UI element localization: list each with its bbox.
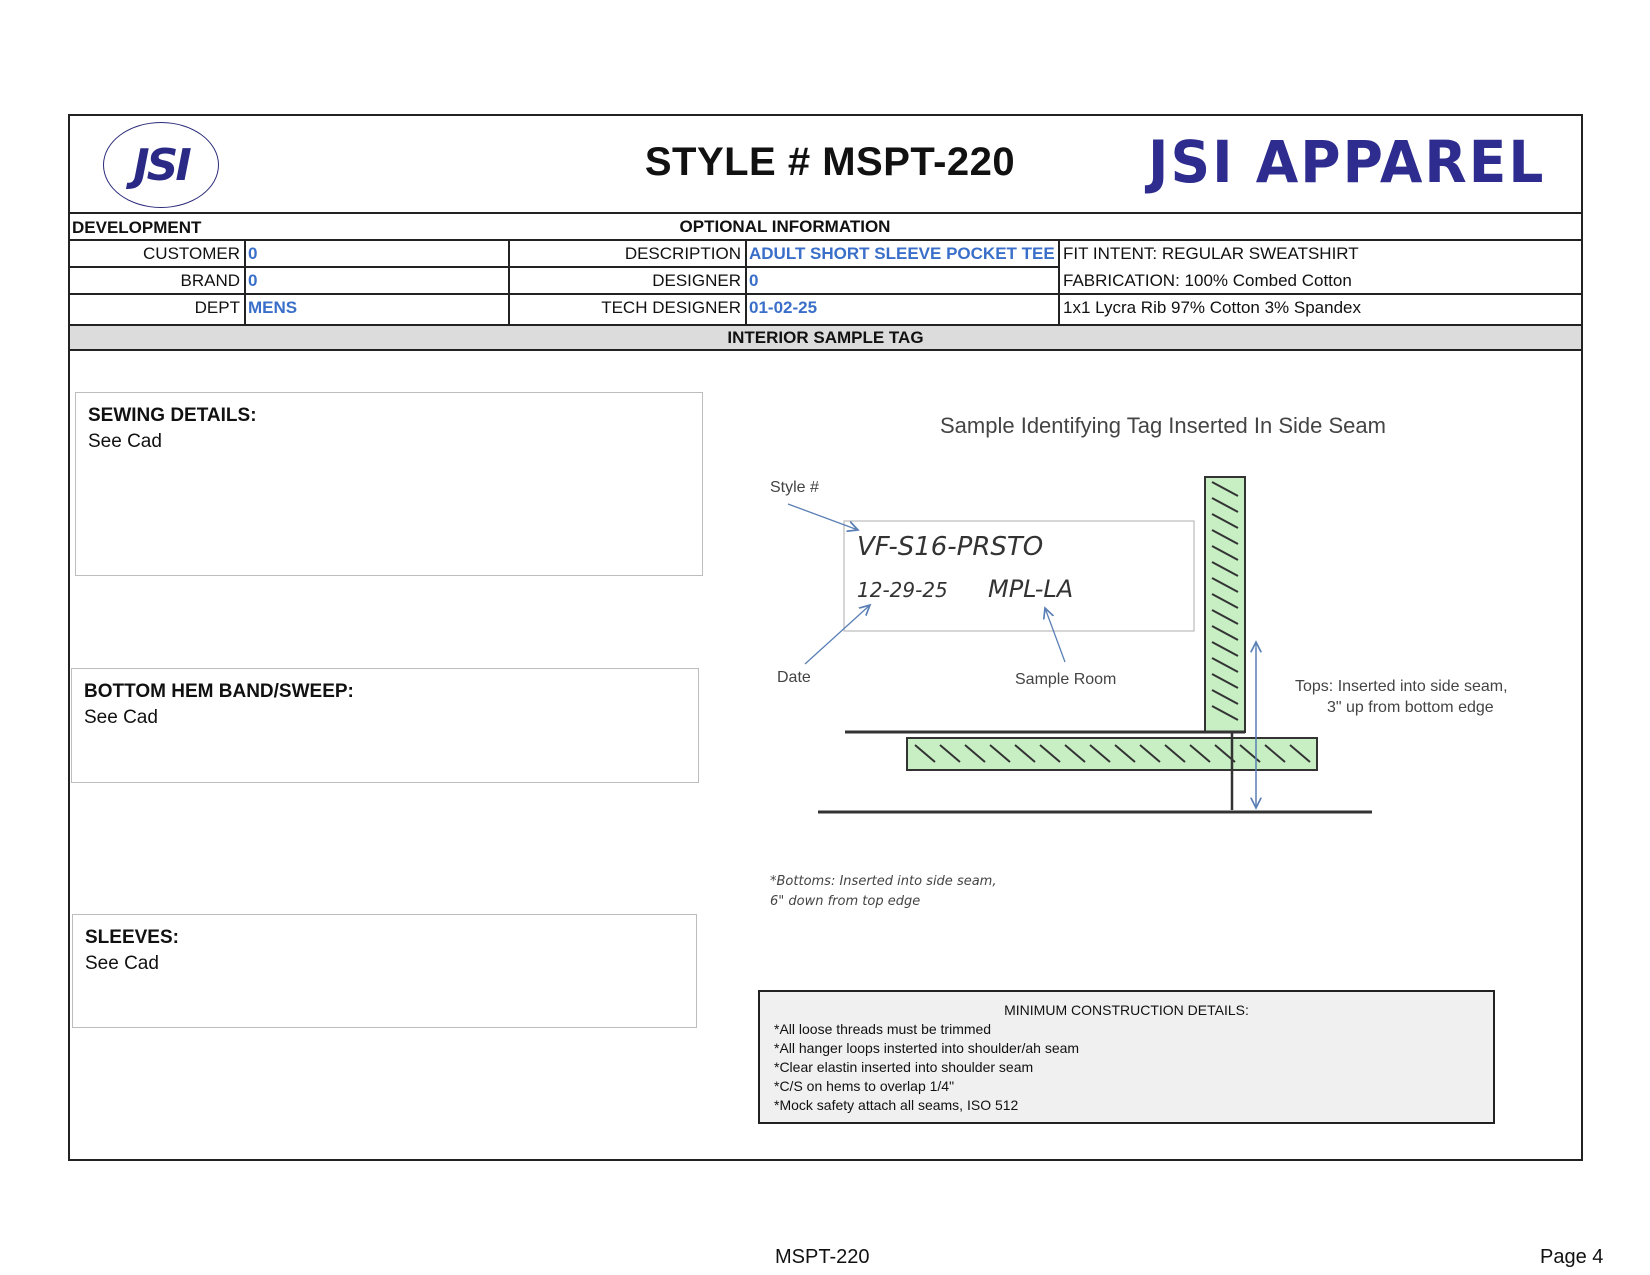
footer-style-number: MSPT-220	[775, 1246, 870, 1268]
development-heading: DEVELOPMENT	[72, 218, 202, 237]
tops-note-2: 3" up from bottom edge	[1327, 699, 1494, 716]
table-row-rule-2	[68, 293, 1583, 295]
table-col-rule-1	[244, 239, 246, 324]
sample-room-label: Sample Room	[1015, 671, 1117, 688]
date-arrow	[805, 605, 870, 664]
diagram-title: Sample Identifying Tag Inserted In Side Seam	[940, 413, 1386, 438]
sleeves-box	[72, 914, 697, 1028]
construction-line: *All loose threads must be trimmed	[774, 1021, 992, 1037]
sample-tag-diagram	[760, 400, 1560, 920]
brand-label: BRAND	[180, 271, 240, 290]
fit-intent: FIT INTENT: REGULAR SWEATSHIRT	[1063, 244, 1359, 263]
designer-value: 0	[749, 271, 759, 290]
tops-note-1: Tops: Inserted into side seam,	[1295, 678, 1508, 695]
tag-date-text: 12-29-25	[857, 578, 948, 602]
bottom-hem-box	[71, 668, 699, 783]
header-divider	[68, 212, 1583, 214]
optional-information-heading: OPTIONAL INFORMATION	[679, 217, 891, 236]
dept-label: DEPT	[194, 298, 240, 317]
description-label: DESCRIPTION	[624, 244, 741, 263]
bottom-hem-title: BOTTOM HEM BAND/SWEEP:	[84, 681, 354, 702]
sewing-details-title: SEWING DETAILS:	[88, 405, 257, 426]
customer-value: 0	[248, 244, 258, 263]
construction-line: *C/S on hems to overlap 1/4"	[774, 1078, 955, 1094]
bottoms-note-1: *Bottoms: Inserted into side seam,	[770, 874, 997, 889]
style-arrow	[788, 504, 858, 530]
dept-value: MENS	[248, 298, 298, 317]
rib-fabric: 1x1 Lycra Rib 97% Cotton 3% Spandex	[1063, 298, 1361, 317]
table-top-rule	[68, 239, 1583, 241]
date-label: Date	[777, 669, 811, 686]
side-seam	[1205, 477, 1245, 732]
tech-designer-value: 01-02-25	[749, 298, 818, 317]
sewing-details-box	[75, 392, 703, 576]
construction-line: *Clear elastin inserted into shoulder seam	[774, 1059, 1034, 1075]
tag-style-text: VF-S16-PRSTO	[857, 532, 1044, 562]
table-col-rule-3	[745, 239, 747, 324]
jsi-logo	[103, 122, 219, 208]
tag-room-text: MPL-LA	[988, 575, 1074, 603]
minimum-construction-title: MINIMUM CONSTRUCTION DETAILS:	[1004, 1002, 1249, 1018]
section-title: INTERIOR SAMPLE TAG	[727, 328, 924, 347]
tech-designer-label: TECH DESIGNER	[601, 298, 741, 317]
brand-logo: JSI APPAREL	[1148, 128, 1546, 196]
minimum-construction-box	[758, 990, 1495, 1124]
sleeves-text: See Cad	[85, 953, 159, 974]
fabrication: FABRICATION: 100% Combed Cotton	[1063, 271, 1352, 290]
customer-label: CUSTOMER	[143, 244, 240, 263]
bottom-hem-text: See Cad	[84, 707, 158, 728]
bottoms-note-2: 6" down from top edge	[770, 894, 921, 909]
jsi-logo-text: JSI	[133, 139, 189, 191]
description-value: ADULT SHORT SLEEVE POCKET TEE	[749, 244, 1055, 263]
table-row-rule-1	[68, 266, 1058, 268]
style-title: STYLE # MSPT-220	[644, 140, 1016, 184]
style-label: Style #	[770, 479, 819, 496]
table-col-rule-4	[1058, 239, 1060, 324]
designer-label: DESIGNER	[652, 271, 741, 290]
section-band	[70, 324, 1581, 351]
brand-value: 0	[248, 271, 258, 290]
construction-line: *Mock safety attach all seams, ISO 512	[774, 1097, 1019, 1113]
construction-line: *All hanger loops insterted into shoulder/ah seam	[774, 1040, 1080, 1056]
sewing-details-text: See Cad	[88, 431, 162, 452]
sleeves-title: SLEEVES:	[85, 927, 179, 948]
footer-page-number: Page 4	[1540, 1246, 1604, 1268]
